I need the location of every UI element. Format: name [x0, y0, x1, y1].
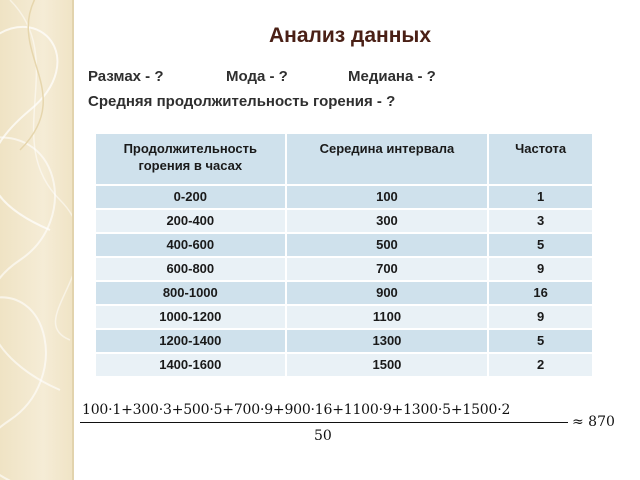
frequency-cell: 2 — [488, 353, 593, 377]
average-question: Средняя продолжительность горения - ? — [88, 93, 396, 110]
swirl-ornament — [0, 0, 72, 480]
frequency-cell: 16 — [488, 281, 593, 305]
table-row — [96, 281, 593, 305]
table-row — [96, 209, 593, 233]
side-band-edge — [72, 0, 74, 480]
interval-cell: 400-600 — [96, 233, 286, 257]
table-row — [96, 305, 593, 329]
frequency-cell: 5 — [488, 329, 593, 353]
frequency-cell: 3 — [488, 209, 593, 233]
header-duration — [96, 134, 286, 185]
table-header-row — [96, 134, 593, 185]
header-duration-line2: горения в часах — [138, 158, 243, 173]
range-question: Размах - ? — [88, 68, 164, 85]
table-row — [96, 353, 593, 377]
table-row — [96, 257, 593, 281]
midpoint-cell: 900 — [286, 281, 489, 305]
table-row — [96, 185, 593, 209]
interval-cell: 1200-1400 — [96, 329, 286, 353]
formula-result: ≈ 870 — [572, 414, 615, 430]
header-midpoint: Середина интервала — [286, 134, 489, 185]
midpoint-cell: 100 — [286, 185, 489, 209]
header-frequency: Частота — [488, 134, 593, 185]
frequency-cell: 1 — [488, 185, 593, 209]
average-formula — [78, 402, 618, 458]
interval-cell: 0-200 — [96, 185, 286, 209]
midpoint-cell: 1500 — [286, 353, 489, 377]
mode-question: Мода - ? — [226, 68, 288, 85]
interval-cell: 1000-1200 — [96, 305, 286, 329]
decorative-side-band — [0, 0, 72, 480]
page-title: Анализ данных — [268, 24, 432, 47]
frequency-table — [96, 134, 594, 378]
fraction-bar — [80, 422, 568, 423]
formula-denominator: 50 — [314, 428, 332, 444]
formula-numerator: 100·1+300·3+500·5+700·9+900·16+1100·9+1300·5+1500·2 — [82, 402, 511, 418]
midpoint-cell: 1300 — [286, 329, 489, 353]
question-line-1 — [88, 68, 436, 85]
interval-cell: 1400-1600 — [96, 353, 286, 377]
midpoint-cell: 1100 — [286, 305, 489, 329]
frequency-cell: 5 — [488, 233, 593, 257]
midpoint-cell: 300 — [286, 209, 489, 233]
median-question: Медиана - ? — [348, 68, 436, 85]
interval-cell: 800-1000 — [96, 281, 286, 305]
table-row — [96, 233, 593, 257]
midpoint-cell: 700 — [286, 257, 489, 281]
interval-cell: 600-800 — [96, 257, 286, 281]
frequency-cell: 9 — [488, 257, 593, 281]
midpoint-cell: 500 — [286, 233, 489, 257]
header-duration-line1: Продолжительность — [123, 141, 258, 156]
table-row — [96, 329, 593, 353]
frequency-cell: 9 — [488, 305, 593, 329]
interval-cell: 200-400 — [96, 209, 286, 233]
